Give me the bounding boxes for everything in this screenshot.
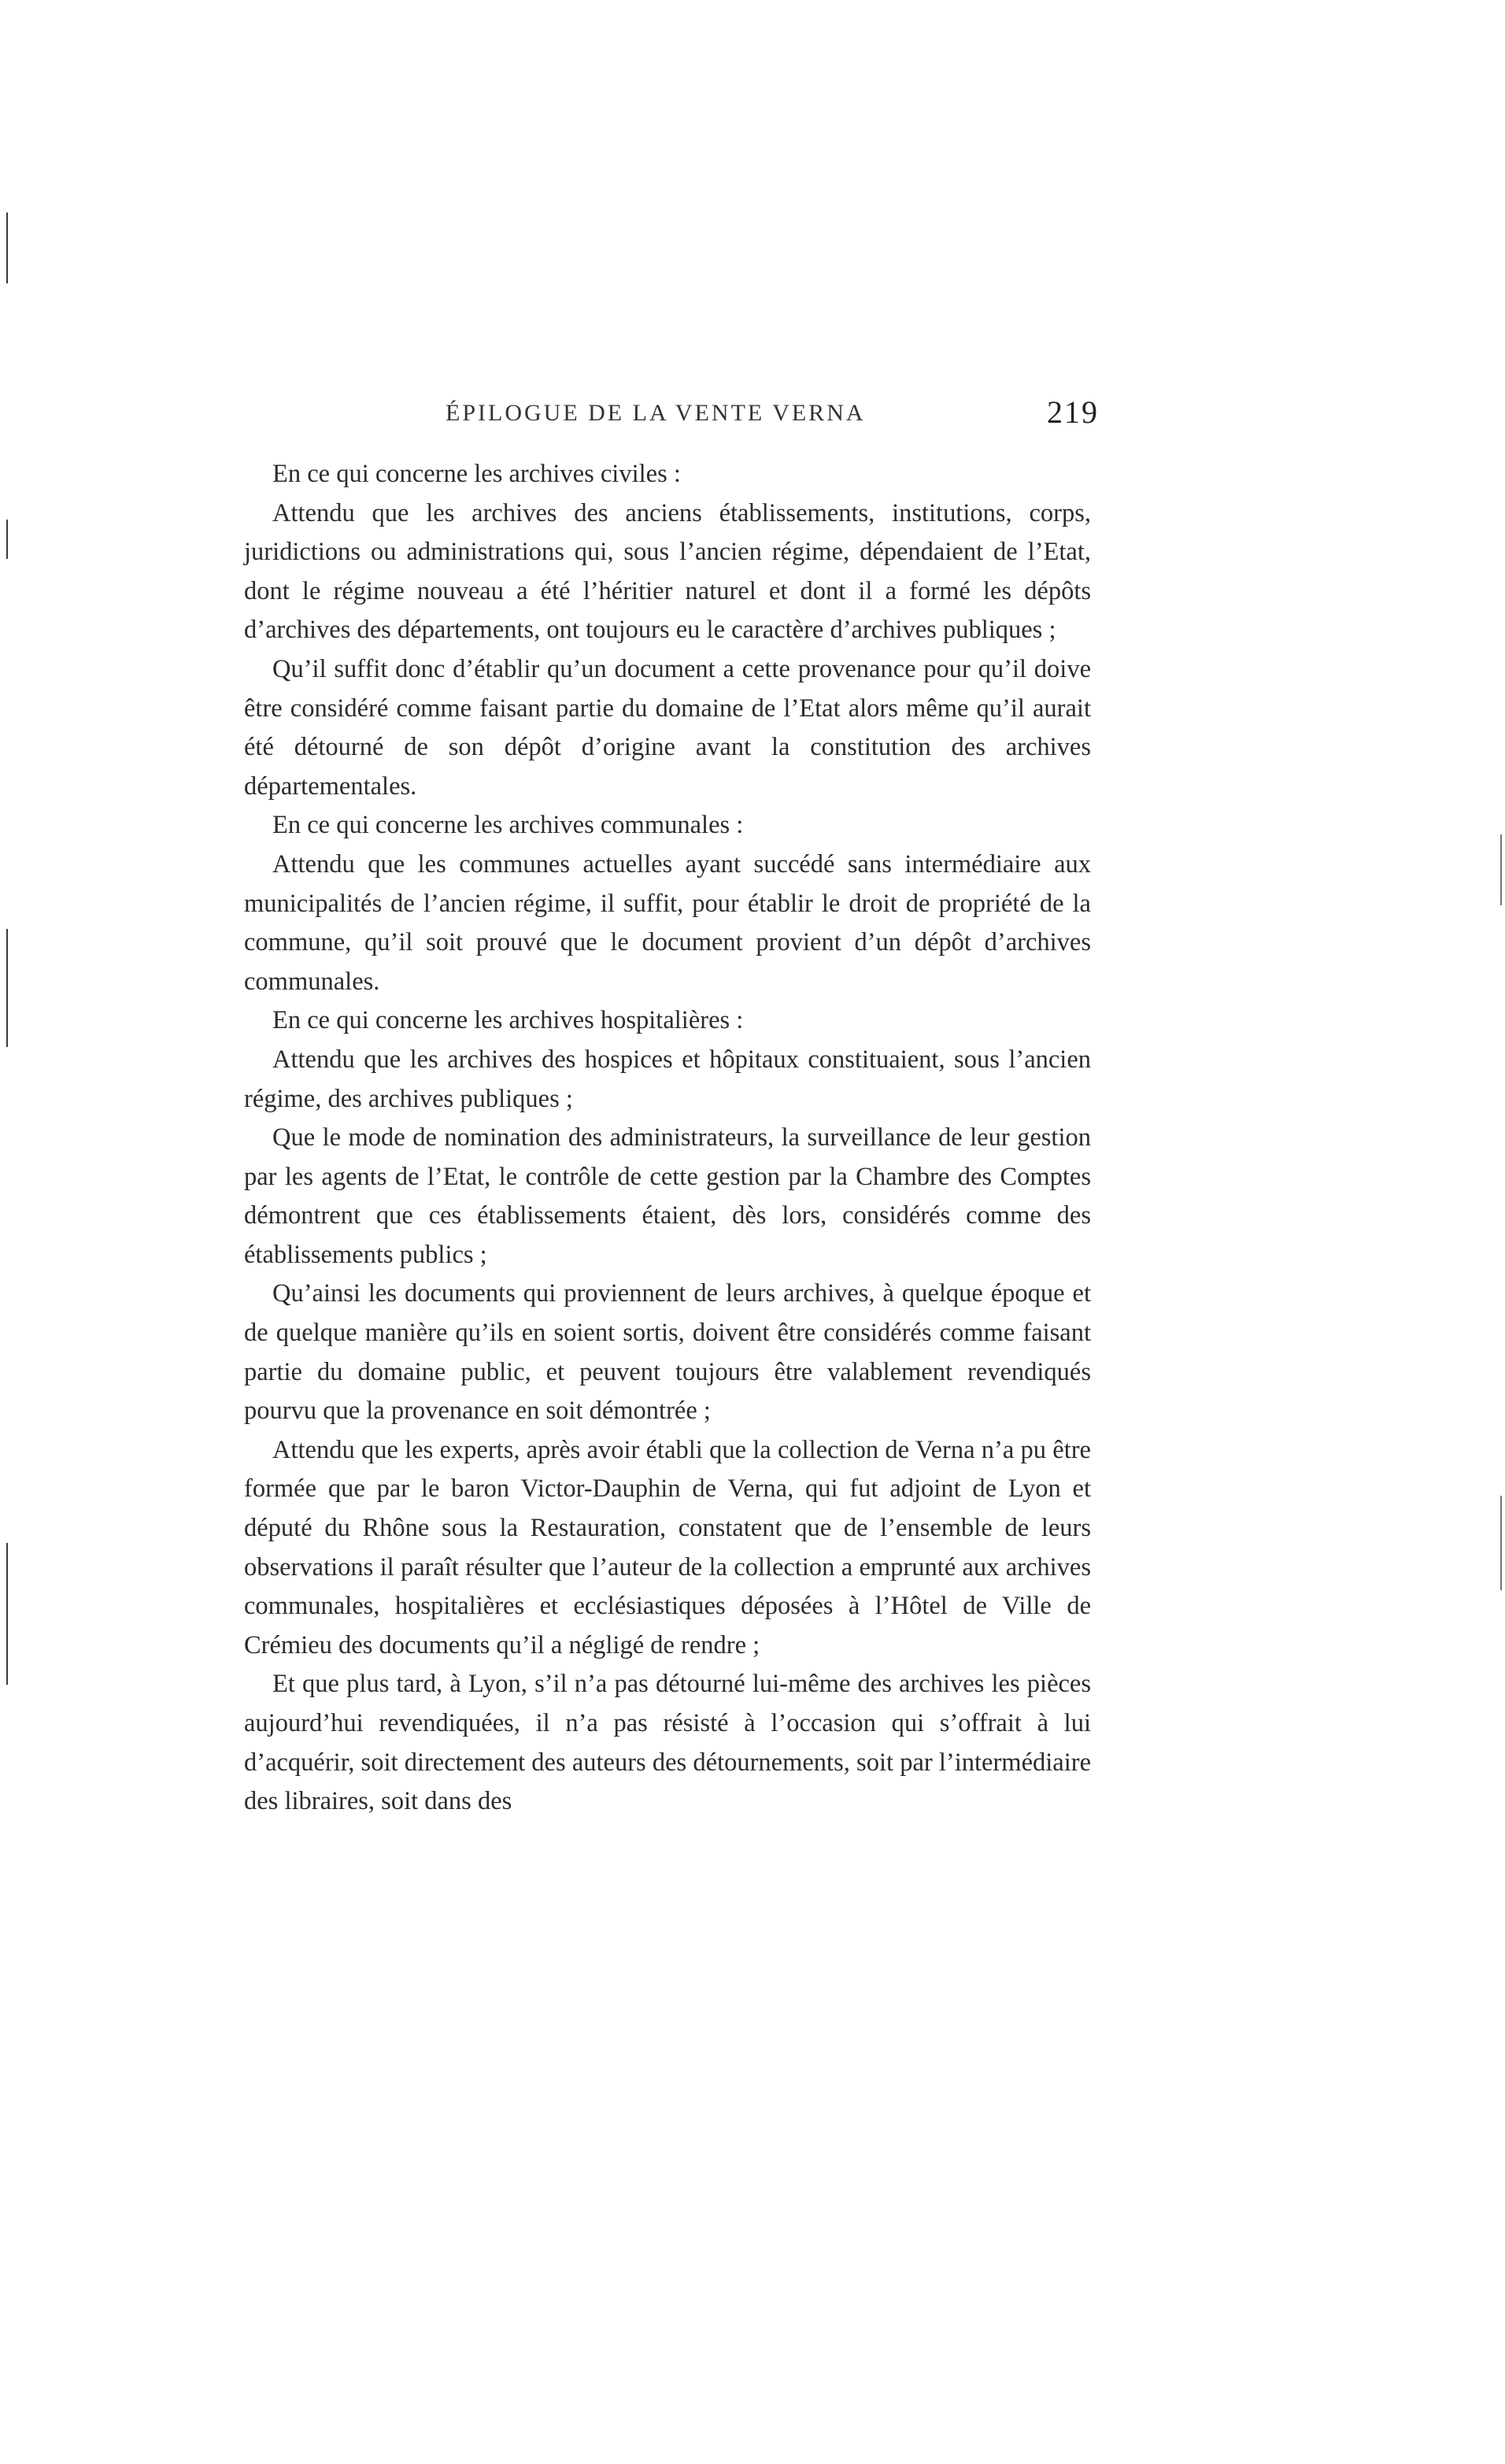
- paragraph: Attendu que les archives des anciens établissements, institutions, corps, juridictions ou administrations qui, sous l’ancien régime, dépendaient de l’Etat, dont le régime nouveau a été l’héritier naturel et dont il a formé les dépôts d’archives des départements, ont toujours eu le caractère d’archives publiques ;: [244, 498, 1091, 645]
- scan-mark-right-2: [1500, 1496, 1502, 1590]
- paragraph: Qu’il suffit donc d’établir qu’un document a cette provenance pour qu’il doive être considéré comme faisant partie du domaine de l’Etat alors même qu’il aurait été détourné de son dépôt d’origine avant la constitution des archives départementales.: [244, 654, 1091, 801]
- body-text: [244, 455, 1091, 1822]
- paragraph: En ce qui concerne les archives civiles :: [272, 460, 681, 488]
- scan-mark-right-1: [1500, 834, 1502, 905]
- running-title: ÉPILOGUE DE LA VENTE VERNA: [446, 400, 866, 426]
- scan-mark-left-1: [6, 213, 8, 283]
- paragraph: En ce qui concerne les archives hospitalières :: [272, 1006, 744, 1035]
- paragraph: Attendu que les experts, après avoir établi que la collection de Verna n’a pu être formée que par le baron Victor-Dauphin de Verna, qui fut adjoint de Lyon et député du Rhône sous la Restauration, constatent que de l’ensemble de leurs observations il paraît résulter que l’auteur de la collection a emprunté aux archives communales, hospitalières et ecclésiastiques déposées à l’Hôtel de Ville de Crémieu des documents qu’il a négligé de rendre ;: [244, 1435, 1091, 1659]
- scan-mark-left-4: [6, 1543, 8, 1685]
- page-number: 219: [1047, 394, 1099, 430]
- paragraph: Attendu que les communes actuelles ayant succédé sans intermédiaire aux municipalités de l’ancien régime, il suffit, pour établir le droit de propriété de la commune, qu’il soit prouvé que le document provient d’un dépôt d’archives communales.: [244, 849, 1091, 996]
- scan-mark-left-3: [6, 929, 8, 1047]
- paragraph: Que le mode de nomination des administrateurs, la surveillance de leur gestion par les agents de l’Etat, le contrôle de cette gestion par la Chambre des Comptes démontrent que ces établissements étaient, dès lors, considérés comme des établissements publics ;: [244, 1123, 1091, 1269]
- paragraph: Attendu que les archives des hospices et hôpitaux constituaient, sous l’ancien régime, des archives publiques ;: [244, 1045, 1091, 1113]
- paragraph: Et que plus tard, à Lyon, s’il n’a pas détourné lui-même des archives les pièces aujourd’hui revendiquées, il n’a pas résisté à l’occasion qui s’offrait à lui d’acquérir, soit directement des auteurs des détournements, soit par l’intermédiaire des libraires, soit dans des: [244, 1670, 1091, 1816]
- running-head: [249, 394, 1099, 433]
- paragraph: En ce qui concerne les archives communales :: [272, 811, 744, 840]
- scan-mark-left-2: [6, 520, 8, 559]
- paragraph: Qu’ainsi les documents qui proviennent de leurs archives, à quelque époque et de quelque manière qu’ils en soient sortis, doivent être considérés comme faisant partie du domaine public, et peuvent toujours être valablement revendiqués pourvu que la provenance en soit démontrée ;: [244, 1279, 1091, 1426]
